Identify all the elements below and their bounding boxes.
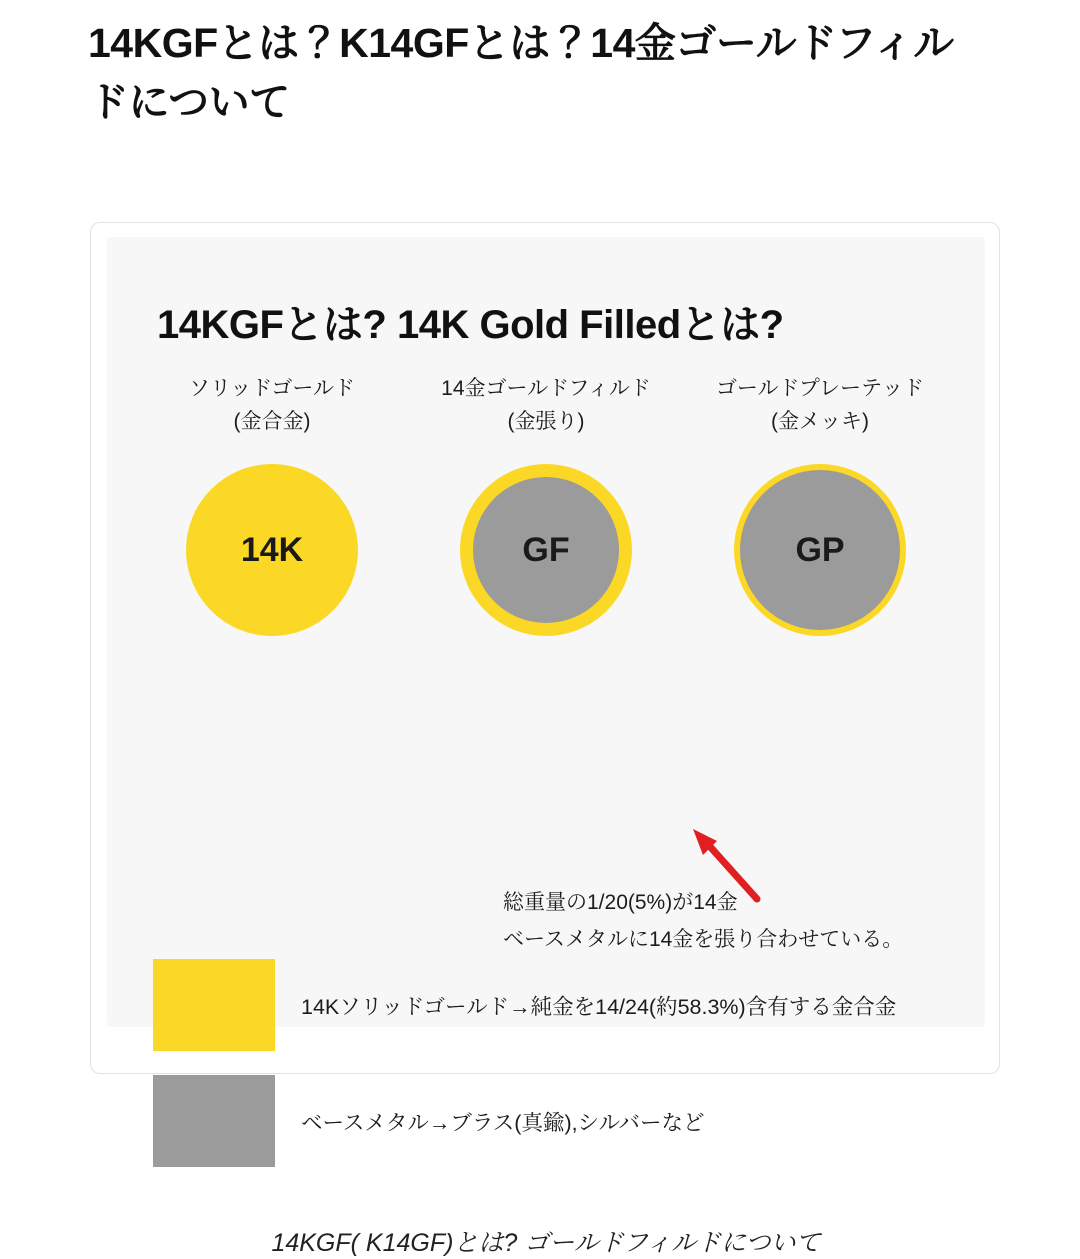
circle-gold-plated: GP bbox=[734, 464, 906, 636]
column-label-gold-filled bbox=[409, 373, 683, 438]
column-gold-filled bbox=[409, 373, 683, 640]
comparison-columns bbox=[135, 373, 957, 640]
legend-item bbox=[153, 1075, 953, 1167]
legend-label-gold: 14Kソリッドゴールド→純金を14/24(約58.3%)含有する金合金 bbox=[301, 994, 897, 1019]
legend bbox=[153, 959, 953, 1191]
column-subtitle-solid-gold: (金合金) bbox=[233, 409, 311, 433]
column-label-gold-plated bbox=[683, 373, 957, 438]
column-solid-gold bbox=[135, 373, 409, 640]
column-title-solid-gold: ソリッドゴールド bbox=[189, 377, 355, 400]
legend-swatch-gold bbox=[153, 959, 275, 1051]
circle-gold-filled: GF bbox=[460, 464, 632, 636]
circle-wrap-gold-plated bbox=[683, 460, 957, 640]
annotation-note-line1: 総重量の1/20(5%)が14金 bbox=[503, 891, 738, 914]
legend-item bbox=[153, 959, 953, 1051]
annotation-note bbox=[503, 885, 903, 959]
infographic-caption: 14KGF( K14GF)とは? ゴールドフィルドについて bbox=[271, 1229, 821, 1257]
infographic-canvas bbox=[107, 237, 985, 1135]
column-label-solid-gold bbox=[135, 373, 409, 438]
column-gold-plated bbox=[683, 373, 957, 640]
circle-wrap-gold-filled bbox=[409, 460, 683, 640]
column-subtitle-gold-filled: (金張り) bbox=[507, 409, 585, 433]
column-subtitle-gold-plated: (金メッキ) bbox=[771, 409, 869, 433]
infographic-heading: 14KGFとは? 14K Gold Filledとは? bbox=[157, 303, 784, 347]
infographic-card bbox=[90, 222, 1000, 1257]
legend-swatch-gray bbox=[153, 1075, 275, 1167]
legend-label-gray: ベースメタル→ブラス(真鍮),シルバーなど bbox=[301, 1110, 705, 1135]
annotation-note-line2: ベースメタルに14金を張り合わせている。 bbox=[503, 927, 904, 951]
circle-wrap-solid-gold bbox=[135, 460, 409, 640]
circle-solid-gold: 14K bbox=[186, 464, 358, 636]
column-title-gold-filled: 14金ゴールドフィルド bbox=[441, 377, 651, 400]
column-title-gold-plated: ゴールドプレーテッド bbox=[715, 377, 925, 400]
page-title: 14KGFとは？K14GFとは？14金ゴールドフィルドについて bbox=[88, 20, 954, 126]
